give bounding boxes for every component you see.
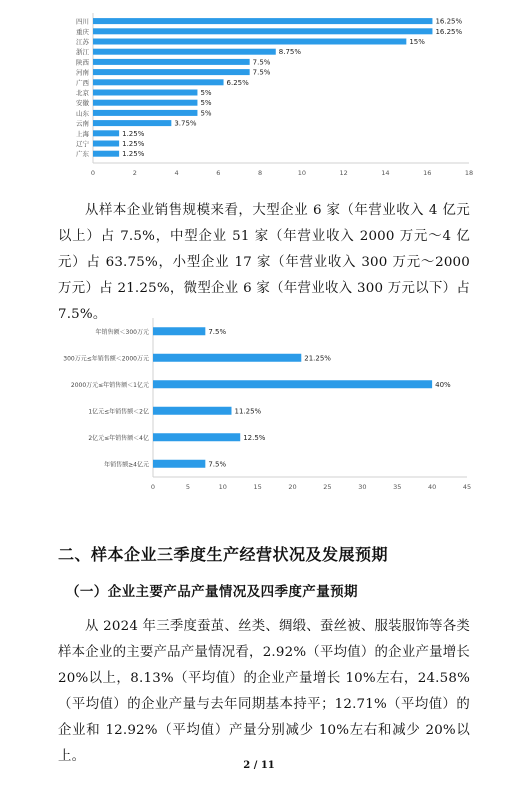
bar (153, 407, 232, 415)
data-label: 5% (200, 109, 212, 118)
category-label: 重庆 (76, 27, 89, 36)
bar (93, 79, 224, 85)
province-bar-chart-svg (0, 8, 518, 188)
x-tick-label: 0 (90, 169, 96, 177)
x-tick-label: 15 (253, 483, 262, 491)
bar (153, 380, 432, 388)
province-distribution-chart (0, 8, 518, 188)
data-label: 3.75% (174, 119, 197, 128)
x-tick-label: 20 (288, 483, 297, 491)
bar (93, 130, 119, 136)
data-label: 1.25% (122, 140, 145, 148)
sales-scale-chart (0, 318, 518, 498)
category-label: 北京 (76, 89, 89, 97)
bar (93, 39, 406, 45)
x-tick-label: 10 (297, 169, 307, 177)
category-label: 300万元≤年销售额＜2000万元 (63, 355, 149, 363)
bar (93, 120, 171, 126)
sales-scale-paragraph: 从样本企业销售规模来看，大型企业 6 家（年营业收入 4 亿元以上）占 7.5%，中型企业 51 家（年营业收入 2000 万元～4 亿元）占 63.75%，小型企业 17 家（年营业收入 300 万元～2000 万元）占 21.25%，微型企业 6 家（年营业收入 300 万元以下）占 7.5%。 (58, 203, 470, 322)
category-label: 广西 (76, 78, 89, 87)
data-label: 6.25% (226, 78, 249, 87)
category-label: 四川 (76, 17, 89, 26)
data-label: 7.5% (208, 327, 227, 336)
category-label: 山东 (76, 109, 89, 118)
category-label: 辽宁 (76, 140, 89, 148)
data-label: 1.25% (122, 150, 145, 159)
x-tick-label: 12 (339, 169, 348, 177)
data-label: 1.25% (122, 129, 145, 138)
category-label: 2亿元≤年销售额＜4亿 (88, 434, 149, 442)
x-tick-label: 14 (381, 169, 390, 177)
x-tick-label: 2 (132, 169, 137, 177)
category-label: 上海 (76, 129, 89, 138)
data-label: 5% (200, 99, 212, 108)
x-tick-label: 6 (216, 169, 221, 177)
x-tick-label: 0 (150, 483, 156, 491)
production-paragraph: 从 2024 年三季度蚕茧、丝类、绸缎、蚕丝被、服装服饰等各类样本企业的主要产品产量情况看，2.92%（平均值）的企业产量增长 20%以上，8.13%（平均值）的企业产量增长 10%左右，24.58%（平均值）的企业产量与去年同期基本持平；12.71%（平均值）的企业和 12.92%（平均值）产量分别减少 10%左右和减少 20%以上。 (58, 619, 470, 764)
x-tick-label: 30 (358, 483, 367, 491)
data-label: 7.5% (208, 460, 227, 469)
data-label: 12.5% (243, 433, 266, 442)
data-label: 15% (409, 38, 425, 46)
bar (153, 327, 205, 335)
sales-scale-bar-chart-svg (0, 318, 518, 498)
data-label: 11.25% (234, 407, 262, 416)
bar (93, 18, 432, 24)
category-label: 河南 (76, 68, 89, 77)
bar (93, 141, 119, 147)
x-tick-label: 16 (423, 169, 432, 177)
data-label: 7.5% (252, 68, 271, 77)
bar (153, 354, 301, 362)
bar (93, 90, 197, 96)
data-label: 21.25% (304, 354, 331, 363)
data-label: 16.25% (435, 17, 463, 26)
subsection-heading: （一）企业主要产品产量情况及四季度产量预期 (66, 584, 358, 600)
category-label: 年销售额＜300万元 (95, 328, 149, 336)
x-tick-label: 40 (427, 483, 437, 491)
bar (93, 151, 119, 157)
bar (93, 49, 276, 55)
x-tick-label: 18 (464, 169, 474, 177)
category-label: 年销售额≥4亿元 (104, 461, 149, 469)
category-label: 安徽 (76, 99, 89, 108)
category-label: 江苏 (76, 38, 89, 46)
data-label: 40% (435, 380, 451, 389)
bar (93, 100, 197, 106)
x-tick-label: 5 (185, 483, 190, 491)
bar (93, 69, 250, 75)
data-label: 8.75% (278, 48, 302, 57)
category-label: 1亿元≤年销售额＜2亿 (88, 408, 149, 416)
section-heading: 二、样本企业三季度生产经营状况及发展预期 (58, 545, 389, 564)
page-number: 2 / 11 (243, 760, 275, 771)
data-label: 7.5% (252, 58, 271, 67)
bar (93, 110, 197, 116)
bar (93, 59, 250, 65)
data-label: 16.25% (435, 27, 463, 36)
x-tick-label: 4 (174, 169, 179, 177)
bar (153, 460, 205, 468)
category-label: 浙江 (76, 48, 89, 57)
category-label: 陕西 (76, 58, 89, 67)
x-tick-label: 8 (258, 169, 263, 177)
x-tick-label: 45 (462, 483, 472, 491)
x-tick-label: 35 (393, 483, 402, 491)
category-label: 2000万元≤年销售额＜1亿元 (70, 381, 149, 389)
category-label: 广东 (76, 150, 89, 159)
x-tick-label: 10 (218, 483, 227, 491)
x-tick-label: 25 (323, 483, 332, 491)
data-label: 5% (200, 89, 212, 97)
bar (153, 433, 240, 441)
category-label: 云南 (76, 119, 89, 128)
bar (93, 28, 432, 34)
